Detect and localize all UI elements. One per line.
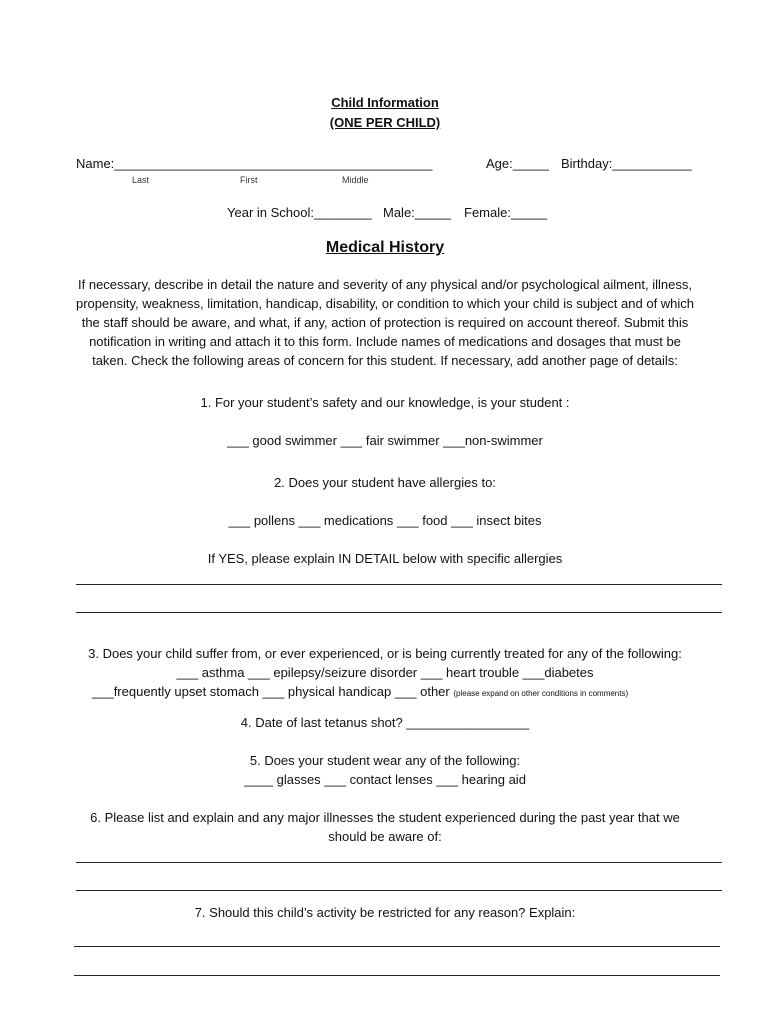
form-title: Child Information <box>331 95 439 110</box>
question-4[interactable]: 4. Date of last tetanus shot? _________________ <box>240 715 530 730</box>
question-3-options-row-1[interactable]: ___ asthma ___ epilepsy/seizure disorder ___ heart trouble ___diabetes <box>176 665 594 680</box>
name-sublabel-last: Last <box>132 175 150 185</box>
question-6-line-2: should be aware of: <box>328 829 442 844</box>
question-3-options-row-2-main[interactable]: ___frequently upset stomach ___ physical handicap ___ other <box>92 684 450 699</box>
intro-line-3: the staff should be aware, and what, if any, action of protection is required on account thereof. Submit this <box>81 315 689 330</box>
name-sublabel-middle: Middle <box>342 175 369 185</box>
intro-line-1: If necessary, describe in detail the nature and severity of any physical and/or psychological ailment, illness, <box>78 277 692 292</box>
allergies-answer-line-1[interactable] <box>76 584 722 585</box>
question-2-options[interactable]: ___ pollens ___ medications ___ food ___ insect bites <box>228 513 542 528</box>
restriction-answer-line-2[interactable] <box>74 975 720 976</box>
name-sublabel-first: First <box>240 175 258 185</box>
intro-line-2: propensity, weakness, limitation, handicap, disability, or condition to which your child is subject and of which <box>75 296 695 311</box>
question-1: 1. For your student’s safety and our knowledge, is your student : <box>200 395 570 410</box>
birthday-field[interactable]: Birthday:___________ <box>561 156 692 171</box>
question-3-other-note: (please expand on other conditions in comments) <box>453 689 629 698</box>
question-3-options-row-2[interactable] <box>92 684 628 699</box>
intro-line-5: taken. Check the following areas of concern for this student. If necessary, add another page of details: <box>92 353 678 368</box>
male-field[interactable]: Male:_____ <box>383 205 451 220</box>
age-field[interactable]: Age:_____ <box>486 156 549 171</box>
question-6-line-1: 6. Please list and explain and any major illnesses the student experienced during the past year that we <box>90 810 680 825</box>
question-3: 3. Does your child suffer from, or ever experienced, or is being currently treated for any of the following: <box>88 646 682 661</box>
question-2-followup: If YES, please explain IN DETAIL below with specific allergies <box>207 551 563 566</box>
intro-line-4: notification in writing and attach it to this form. Include names of medications and dosages that must be <box>89 334 681 349</box>
form-subtitle: (ONE PER CHILD) <box>329 115 441 130</box>
illnesses-answer-line-1[interactable] <box>76 862 722 863</box>
question-1-options[interactable]: ___ good swimmer ___ fair swimmer ___non-swimmer <box>227 433 543 448</box>
question-5: 5. Does your student wear any of the following: <box>249 753 521 768</box>
year-in-school-field[interactable]: Year in School:________ <box>227 205 372 220</box>
restriction-answer-line-1[interactable] <box>74 946 720 947</box>
female-field[interactable]: Female:_____ <box>464 205 548 220</box>
allergies-answer-line-2[interactable] <box>76 612 722 613</box>
question-2: 2. Does your student have allergies to: <box>274 475 496 490</box>
name-field[interactable]: Name:____________________________________________ <box>76 156 433 171</box>
question-7: 7. Should this child’s activity be restricted for any reason? Explain: <box>194 905 576 920</box>
question-5-options[interactable]: ____ glasses ___ contact lenses ___ hearing aid <box>244 772 526 787</box>
medical-history-heading: Medical History <box>325 239 445 256</box>
illnesses-answer-line-2[interactable] <box>76 890 722 891</box>
